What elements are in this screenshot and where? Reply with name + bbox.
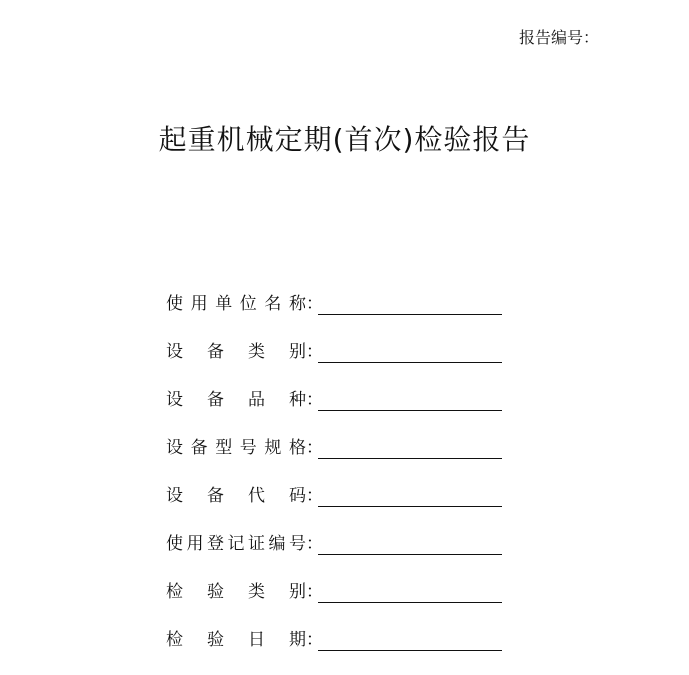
field-label-text: 设备代码 [166, 486, 306, 506]
field-colon: ： [306, 486, 323, 506]
equipment-variety-field[interactable] [318, 386, 502, 411]
field-label-text: 使用登记证编号 [166, 534, 306, 554]
field-row-registration-number [166, 508, 511, 556]
field-colon: ： [306, 438, 323, 458]
field-label [166, 532, 323, 556]
user-unit-name-field[interactable] [318, 290, 502, 315]
field-colon: ： [306, 390, 323, 410]
field-label-text: 检验类别 [166, 582, 306, 602]
field-label [166, 340, 323, 364]
field-label-text: 检验日期 [166, 630, 306, 650]
field-row-model-spec [166, 412, 511, 460]
field-row-inspection-category [166, 556, 511, 604]
field-label [166, 628, 323, 652]
inspection-category-field[interactable] [318, 578, 502, 603]
field-row-user-unit [166, 268, 511, 316]
field-colon: ： [306, 582, 323, 602]
field-colon: ： [306, 630, 323, 650]
field-label [166, 580, 323, 604]
page-title: 起重机械定期(首次)检验报告 [158, 123, 531, 156]
field-colon: ： [306, 534, 323, 554]
field-label [166, 292, 323, 316]
field-label-text: 使用单位名称 [166, 294, 306, 314]
field-label-text: 设备型号规格 [166, 438, 306, 458]
field-label [166, 388, 323, 412]
form-fields [166, 268, 511, 652]
field-row-equipment-variety [166, 364, 511, 412]
field-colon: ： [306, 342, 323, 362]
field-row-equipment-code [166, 460, 511, 508]
equipment-category-field[interactable] [318, 338, 502, 363]
field-row-equipment-category [166, 316, 511, 364]
field-row-inspection-date [166, 604, 511, 652]
equipment-code-field[interactable] [318, 482, 502, 507]
field-label-text: 设备品种 [166, 390, 306, 410]
inspection-date-field[interactable] [318, 626, 502, 651]
registration-number-field[interactable] [318, 530, 502, 555]
report-number-label: 报告编号： [519, 28, 600, 47]
field-label-text: 设备类别 [166, 342, 306, 362]
model-spec-field[interactable] [318, 434, 502, 459]
field-colon: ： [306, 294, 323, 314]
field-label [166, 436, 323, 460]
field-label [166, 484, 323, 508]
